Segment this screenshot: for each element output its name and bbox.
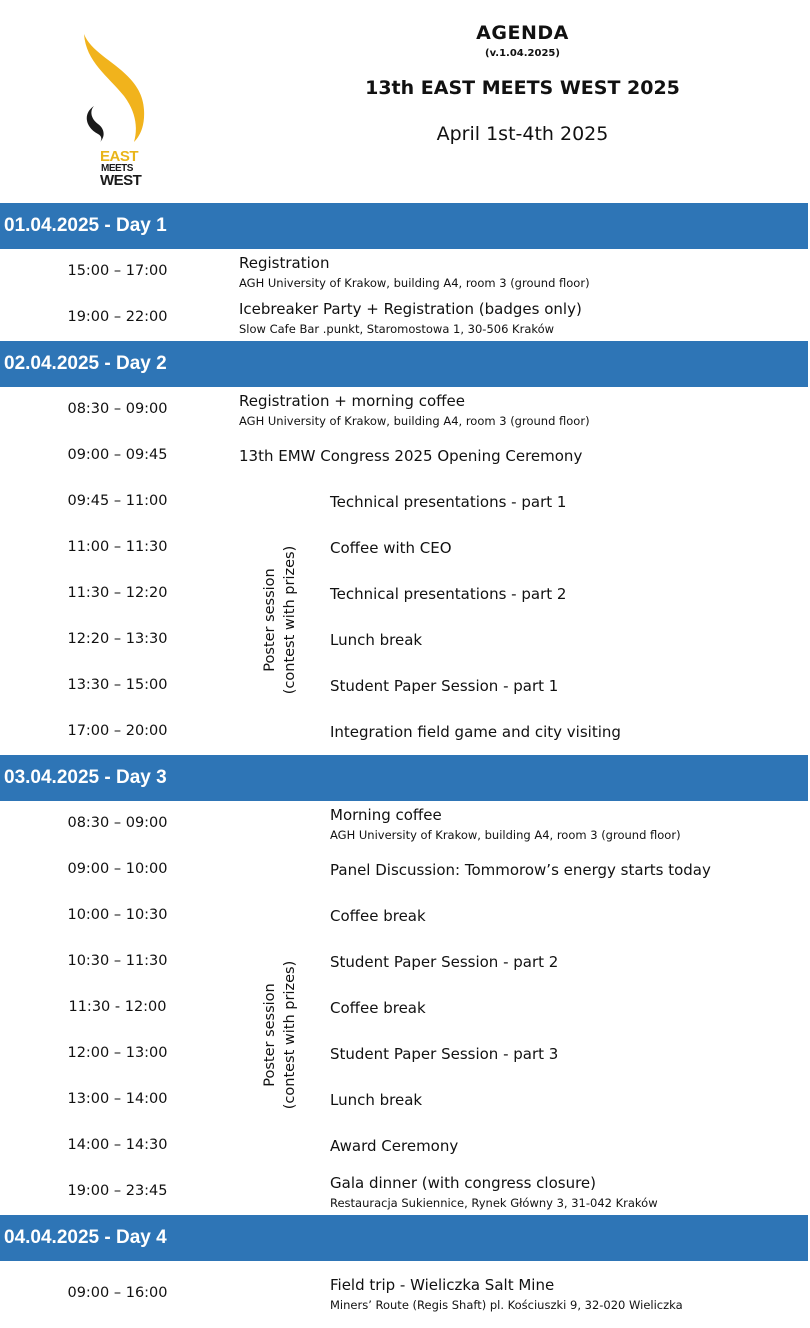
item-event: Lunch break [330, 631, 423, 649]
item-event: Morning coffee [330, 806, 442, 824]
poster-session-label [260, 935, 300, 1135]
item-event: Student Paper Session - part 2 [330, 953, 559, 971]
item-event: Student Paper Session - part 1 [330, 677, 559, 695]
item-time: 10:30 – 11:30 [67, 953, 168, 969]
poster-session-line1: Poster session [262, 983, 278, 1087]
item-event: Coffee break [330, 999, 426, 1017]
item-event: Registration [239, 254, 330, 272]
item-event: 13th EMW Congress 2025 Opening Ceremony [239, 447, 583, 465]
poster-session-line1: Poster session [262, 568, 278, 672]
agenda-title: AGENDA [476, 22, 569, 44]
item-event: Integration field game and city visiting [330, 723, 621, 741]
item-detail: Miners’ Route (Regis Shaft) pl. Kościuszki 9, 32-020 Wieliczka [330, 1298, 683, 1312]
day-2-header: 02.04.2025 - Day 2 [0, 341, 808, 387]
item-time: 17:00 – 20:00 [67, 723, 168, 739]
item-time: 13:00 – 14:00 [67, 1091, 168, 1107]
event-logo [72, 30, 162, 190]
item-time: 09:45 – 11:00 [67, 493, 168, 509]
item-time: 13:30 – 15:00 [67, 677, 168, 693]
logo-text-meets: MEETS [101, 163, 133, 174]
item-time: 09:00 – 16:00 [67, 1285, 168, 1301]
item-event: Technical presentations - part 1 [330, 493, 567, 511]
logo-text-east: EAST [100, 148, 139, 165]
item-event: Coffee break [330, 907, 426, 925]
item-time: 09:00 – 10:00 [67, 861, 168, 877]
day-4-header: 04.04.2025 - Day 4 [0, 1215, 808, 1261]
item-time: 15:00 – 17:00 [67, 263, 168, 279]
item-detail: AGH University of Krakow, building A4, room 3 (ground floor) [330, 828, 681, 842]
poster-session-line2: (contest with prizes) [282, 960, 298, 1110]
item-time: 09:00 – 09:45 [67, 447, 168, 463]
item-event: Registration + morning coffee [239, 392, 465, 410]
item-time: 10:00 – 10:30 [67, 907, 168, 923]
item-event: Student Paper Session - part 3 [330, 1045, 559, 1063]
item-event: Gala dinner (with congress closure) [330, 1174, 597, 1192]
item-time: 14:00 – 14:30 [67, 1137, 168, 1153]
item-event: Technical presentations - part 2 [330, 585, 567, 603]
logo-text-west: WEST [100, 172, 142, 189]
flame-logo-icon [72, 30, 162, 150]
item-time: 19:00 – 22:00 [67, 309, 168, 325]
item-time: 11:30 – 12:20 [67, 585, 168, 601]
item-event: Lunch break [330, 1091, 423, 1109]
day-1-header: 01.04.2025 - Day 1 [0, 203, 808, 249]
day-3-header: 03.04.2025 - Day 3 [0, 755, 808, 801]
item-event: Field trip - Wieliczka Salt Mine [330, 1276, 555, 1294]
item-event: Panel Discussion: Tommorow’s energy starts today [330, 861, 711, 879]
item-event: Icebreaker Party + Registration (badges only) [239, 300, 582, 318]
item-time: 11:00 – 11:30 [67, 539, 168, 555]
item-time: 11:30 - 12:00 [68, 999, 167, 1015]
item-time: 08:30 – 09:00 [67, 401, 168, 417]
item-event: Coffee with CEO [330, 539, 452, 557]
event-dates: April 1st-4th 2025 [436, 123, 609, 145]
poster-session-line2: (contest with prizes) [282, 545, 298, 695]
event-title: 13th EAST MEETS WEST 2025 [365, 77, 680, 99]
item-detail: Slow Cafe Bar .punkt, Staromostowa 1, 30-506 Kraków [239, 322, 555, 336]
poster-session-label [260, 520, 300, 720]
agenda-version: (v.1.04.2025) [485, 48, 560, 59]
item-detail: AGH University of Krakow, building A4, room 3 (ground floor) [239, 414, 590, 428]
item-time: 12:20 – 13:30 [67, 631, 168, 647]
item-detail: Restauracja Sukiennice, Rynek Główny 3, 31-042 Kraków [330, 1196, 658, 1210]
item-time: 12:00 – 13:00 [67, 1045, 168, 1061]
item-event: Award Ceremony [330, 1137, 459, 1155]
item-detail: AGH University of Krakow, building A4, room 3 (ground floor) [239, 276, 590, 290]
item-time: 08:30 – 09:00 [67, 815, 168, 831]
item-time: 19:00 – 23:45 [67, 1183, 168, 1199]
